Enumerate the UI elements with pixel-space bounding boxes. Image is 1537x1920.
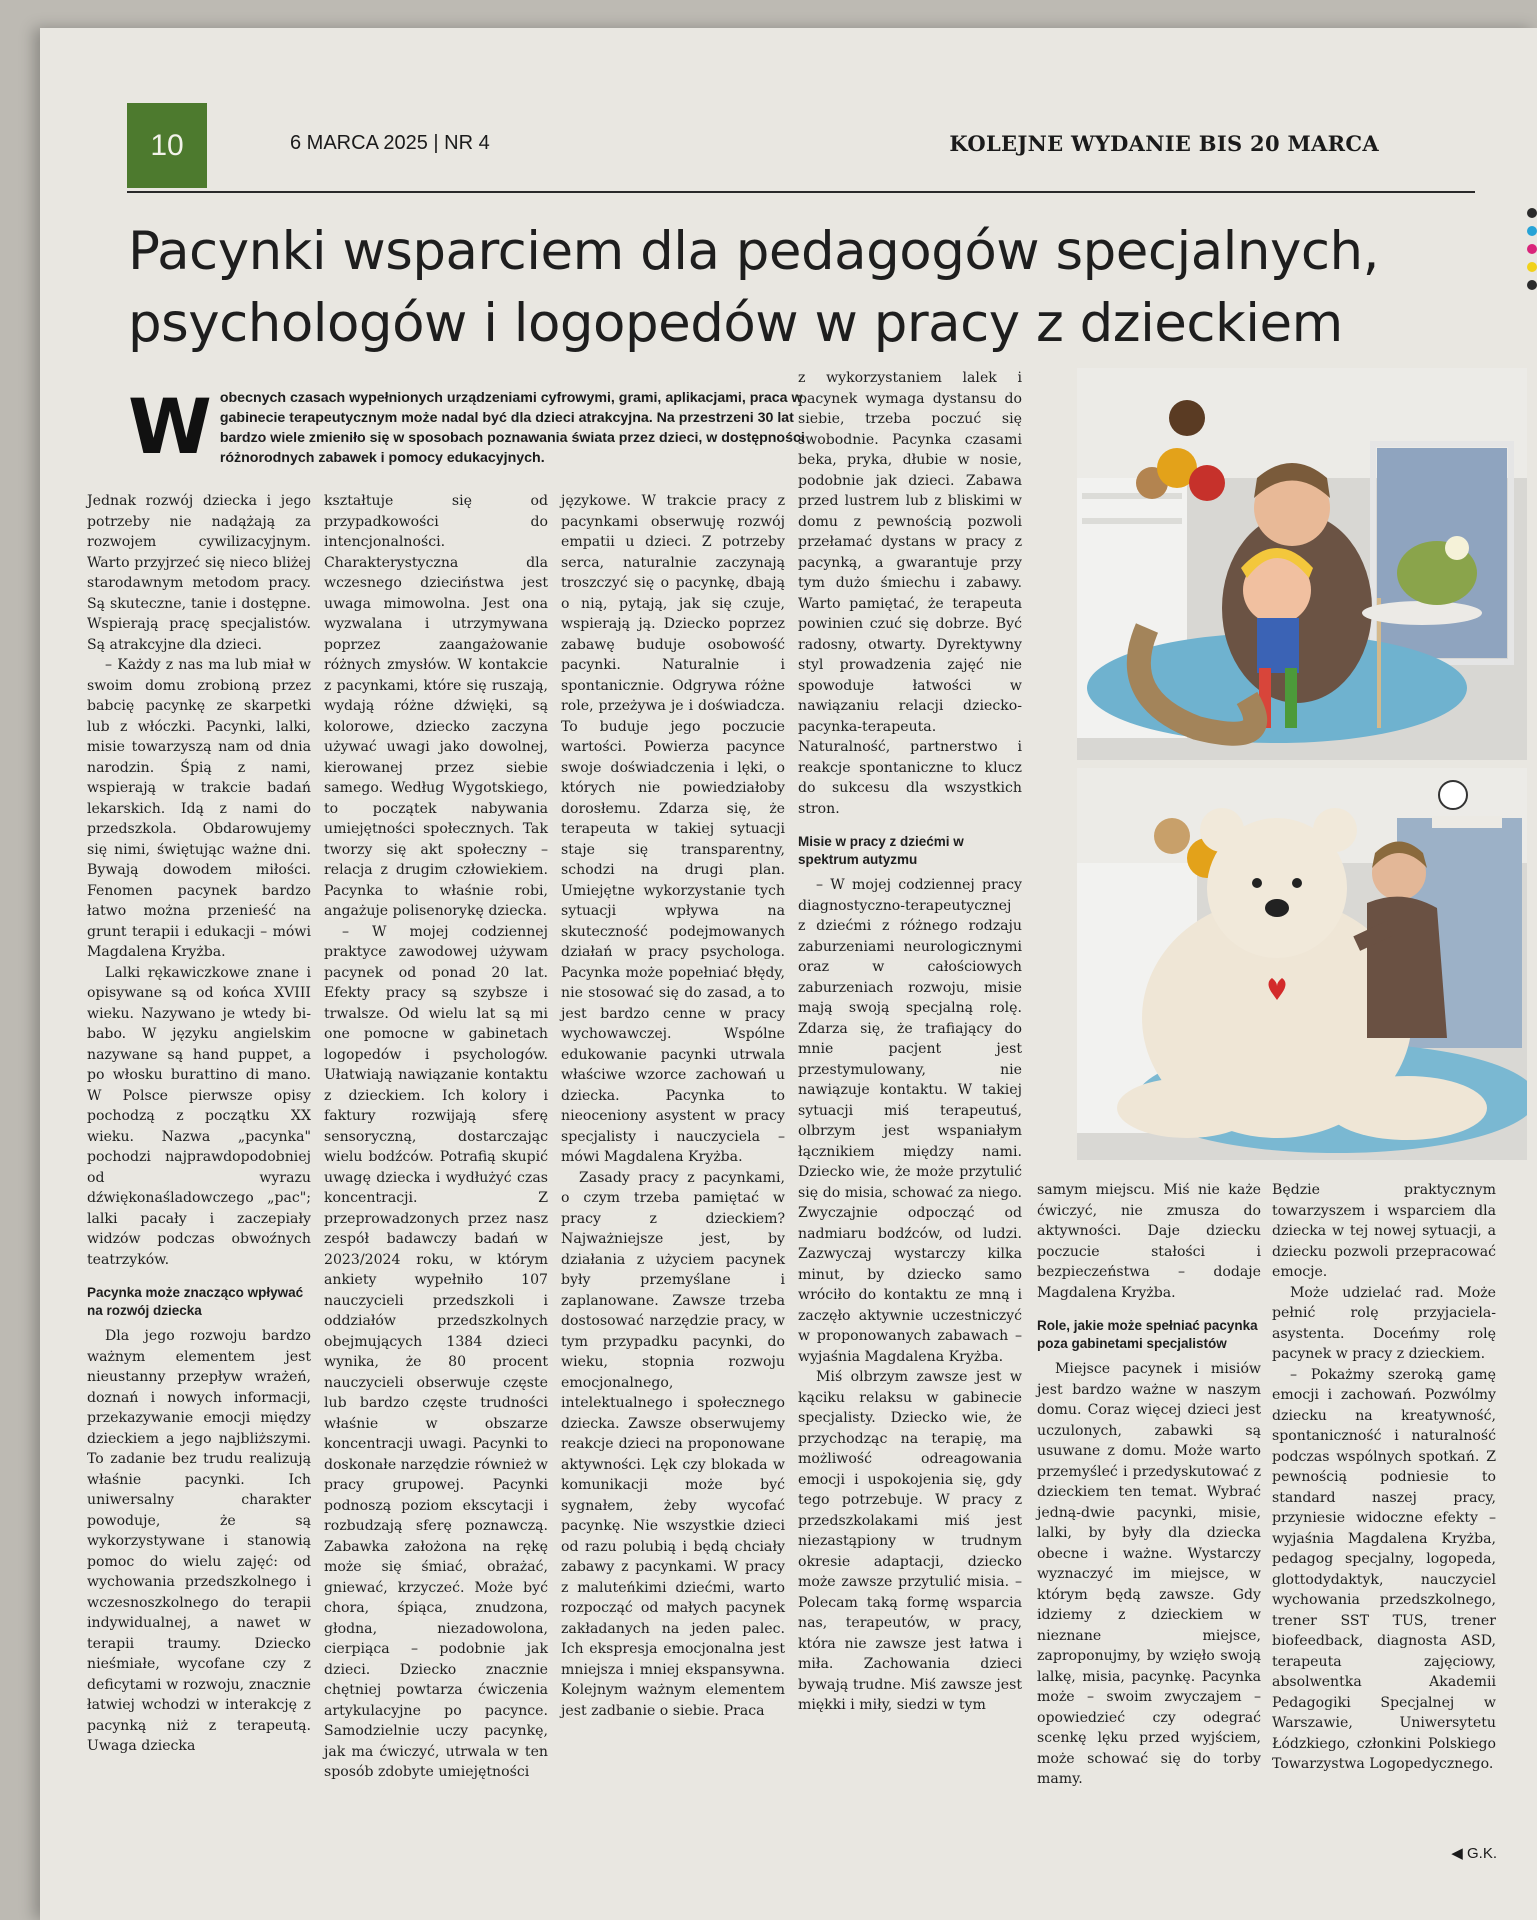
subheading: Role, jakie może spełniać pacynka poza gabinetami specjalistów bbox=[1037, 1318, 1258, 1351]
subheading: Misie w pracy z dziećmi w spektrum autyzmu bbox=[798, 834, 964, 867]
paragraph: Miejsce pacynek i misiów jest bardzo ważne w naszym domu. Coraz więcej dzieci jest uczulonych, zabawki są usuwane z domu. Może warto przemyśleć i przedyskutować z dzieckiem ten temat. Wybrać jedną-dwie pacynki, misie, lalki, by były dla dziecka obecne i ważne. Wystarczy wyznaczyć im miejsce, w którym będą zawsze. Gdy idziemy z dzieckiem w nieznane miejsce, zaproponujmy, by wzięło swoją lalkę, misia, pacynkę. Pacynka może – swoim zwyczajem – opowiedzieć czy odegrać scenkę lęku przed wyjściem, może schować się do torby mamy. bbox=[1037, 1361, 1261, 1787]
paragraph: Może udzielać rad. Może pełnić rolę przyjaciela-asystenta. Doceńmy rolę pacynek w pracy z dzieckiem. bbox=[1272, 1284, 1496, 1362]
newspaper-page bbox=[40, 28, 1537, 1920]
subheading: Pacynka może znacząco wpływać na rozwój dziecka bbox=[87, 1285, 304, 1318]
lead-text: obecnych czasach wypełnionych urządzeniami cyfrowymi, grami, aplikacjami, praca w gabinecie terapeutycznym może nadal być dla dzieci atrakcyjna. Na przestrzeni 30 lat bardzo wiele zmieniło się w sposobach poznawania świata przez dzieci, w dostępności różnorodnych zabawek i pomocy edukacyjnych. bbox=[219, 390, 805, 466]
article-column-6 bbox=[1272, 1180, 1496, 1775]
article-lead bbox=[128, 382, 828, 478]
author-signature: ◀ G.K. bbox=[1451, 1845, 1497, 1862]
paragraph: Lalki rękawiczkowe znane i opisywane są od końca XVIII wieku. Nazywano je wtedy bi-babo. W języku angielskim nazywane są hand puppet, a po włosku burattino di mano. W Polsce pierwsze opisy pochodzą z początku XX wieku. Nazwa „pacynka" pochodzi najprawdopodobniej od wyrazu dźwiękonaśladowczego „pac"; lalki pacały i zaczepiały widzów podczas obwoźnych teatrzyków. bbox=[87, 964, 311, 1268]
paragraph: – Każdy z nas ma lub miał w swoim domu zrobioną przez babcię pacynkę ze skarpetki lub z włóczki. Pacynki, lalki, misie towarzyszą nam od dnia narodzin. Śpią z nami, wspierają w trakcie badań lekarskich. Idą z nami do przedszkola. Obdarowujemy się nimi, świętując ważne dni. Bywają dowodem miłości. Fenomen pacynek bardzo łatwo można przenieść na grunt terapii i edukacji – mówi Magdalena Kryżba. bbox=[87, 657, 311, 960]
header-divider bbox=[127, 191, 1475, 193]
page-number: 10 bbox=[127, 103, 207, 188]
article-column-2 bbox=[324, 491, 548, 1783]
article-column-1 bbox=[87, 491, 311, 1757]
paragraph: kształtuje się od przypadkowości do intencjonalności. Charakterystyczna dla wczesnego dzieciństwa jest uwaga mimowolna. Jest ona wyzwalana i utrzymywana poprzez zaangażowanie różnych zmysłów. W kontakcie z pacynkami, które się ruszają, wydają różne dźwięki, są kolorowe, dziecko zaczyna używać uwagi jako dowolnej, kierowanej przez siebie samego. Według Wygotskiego, to początek nabywania umiejętności społecznych. Tak tworzy się akt społeczny – relacja z drugim człowiekiem. Pacynka to właśnie robi, angażuje polisenorykę dziecka. bbox=[324, 493, 548, 919]
paragraph: – Pokażmy szeroką gamę emocji i zachowań. Pozwólmy dziecku na kreatywność, spontaniczność i naturalność podczas wspólnych spotkań. Z pewnością podniesie to standard naszej pracy, przyniesie widoczne efekty – wyjaśnia Magdalena Kryżba, pedagog specjalny, logopeda, glottodydaktyk, nauczyciel wychowania przedszkolnego, trener SST TUS, trener biofeedback, diagnosta ASD, terapeuta zajęciowy, absolwentka Akademii Pedagogiki Specjalnej w Warszawie, Uniwersytetu Łódzkiego, członkini Polskiego Towarzystwa Logopedycznego. bbox=[1272, 1366, 1496, 1772]
photo-therapist-with-teddy-bear bbox=[1077, 768, 1527, 1160]
issue-date: 6 MARCA 2025 | NR 4 bbox=[290, 132, 490, 154]
paragraph: Dla jego rozwoju bardzo ważnym elementem jest nieustanny przepływ wrażeń, doznań i nowych informacji, przekazywanie emocji między dzieckiem a jego najbliższymi. To zadanie bez trudu realizują właśnie pacynki. Ich uniwersalny charakter powoduje, że są wykorzystywane i stanowią pomoc do wielu zajęć: od wychowania przedszkolnego i wczesnoszkolnego do terapii indywidualnej, a nawet w terapii traumy. Dziecko nieśmiałe, wycofane czy z deficytami w rozwoju, znacznie łatwiej wchodzi w interakcję z pacynką niż z terapeutą. Uwaga dziecka bbox=[87, 1328, 311, 1754]
paragraph: Zasady pracy z pacynkami, o czym trzeba pamiętać w pracy z dzieckiem? Najważniejsze jest, by działania z użyciem pacynek były przemyślane i zaplanowane. Zawsze trzeba dostosować narzędzie pracy, w tym przypadku pacynki, do wieku, stopnia rozwoju emocjonalnego, intelektualnego i społecznego dziecka. Zawsze obserwujemy reakcje dzieci na proponowane aktywności. Lęk czy blokada w komunikacji może być sygnałem, żeby wycofać pacynkę. Nie wszystkie dzieci od razu polubią i będą chciały zabawy z pacynkami. W pracy z maluteńkimi dziećmi, warto rozpocząć od małych pacynek zakładanych na jeden palec. Ich ekspresja emocjonalna jest mniejsza i mniej ekspansywna. Kolejnym ważnym elementem jest zadbanie o siebie. Praca bbox=[561, 1169, 785, 1719]
paragraph: z wykorzystaniem lalek i pacynek wymaga dystansu do siebie, trzeba poczuć się swobodnie. Pacynka czasami beka, pryka, dłubie w nosie, podobnie jak dzieci. Zabawa przed lustrem lub z bliskimi w domu z pewnością pozwoli przełamać dystans w pracy z pacynką, a gwarantuje przy tym dużo śmiechu i zabawy. Warto pamiętać, że terapeuta powinien czuć się dobrze. Być radosny, otwarty. Dyrektywny styl prowadzenia zajęć nie spowoduje łatwości w nawiązaniu relacji dziecko-pacynka-terapeuta. Naturalność, partnerstwo i reakcje spontaniczne to klucz do sukcesu dla wszystkich stron. bbox=[798, 370, 1022, 817]
paragraph: Miś olbrzym zawsze jest w kąciku relaksu w gabinecie specjalisty. Dziecko wie, że przychodząc na terapię, ma możliwość odreagowania emocji i uspokojenia się, gdy tego potrzebuje. W pracy z przedszkolakami miś jest niezastąpiony w trudnym okresie adaptacji, dziecko może zawsze przytulić misia. – Polecam taką formę wsparcia nas, terapeutów, w pracy, która nie zawsze jest łatwa i miła. Zachowania dzieci bywają trudne. Miś zawsze jest miękki i miły, siedzi w tym bbox=[798, 1369, 1022, 1713]
article-column-5 bbox=[1037, 1180, 1261, 1790]
paragraph: – W mojej codziennej praktyce zawodowej używam pacynek od ponad 20 lat. Efekty pracy są szybsze i trwalsze. Od wielu lat są mi one pomocne w gabinetach logopedów i psychologów. Ułatwiają nawiązanie kontaktu z dzieckiem. Ich kolory i faktury rozwijają sferę sensoryczną, dostarczając wielu bodźców. Potrafią skupić uwagę dziecka i wydłużyć czas koncentracji. Z przeprowadzonych przez nasz zespół badawczy badań w 2023/2024 roku, w którym ankiety wypełniło 107 nauczycieli przedszkoli i oddziałów przedszkolnych obejmujących 1384 dzieci wynika, że 80 procent nauczycieli obserwuje częste lub bardzo częste trudności właśnie w obszarze koncentracji uwagi. Pacynki to doskonałe narzędzie również w pracy grupowej. Pacynki podnoszą poziom ekscytacji i rozbudzają sferę poznawczą. Zabawka założona na rękę może się śmiać, obrażać, gniewać, krzyczeć. Może być chora, śpiąca, znudzona, głodna, niezadowolona, cierpiąca – podobnie jak dzieci. Dziecko znacznie chętniej powtarza ćwiczenia artykulacyjne po pacynce. Samodzielnie uczy pacynkę, jak ma ćwiczyć, utrwala w ten sposób zdobyte umiejętności bbox=[324, 923, 548, 1780]
print-registration-marks bbox=[1527, 208, 1537, 298]
article-column-3 bbox=[561, 491, 785, 1721]
author-initials: G.K. bbox=[1466, 1845, 1497, 1862]
next-issue-notice: KOLEJNE WYDANIE BIS 20 MARCA bbox=[949, 131, 1379, 156]
paragraph: samym miejscu. Miś nie każe ćwiczyć, nie zmusza do aktywności. Daje dziecku poczucie stałości i bezpieczeństwa – dodaje Magdalena Kryżba. bbox=[1037, 1182, 1261, 1301]
article-headline: Pacynki wsparciem dla pedagogów specjalnych, psychologów i logopedów w pracy z dzieckiem bbox=[128, 221, 1379, 354]
paragraph: Jednak rozwój dziecka i jego potrzeby nie nadążają za rozwojem cywilizacyjnym. Warto przyjrzeć się nieco bliżej starodawnym metodom pracy. Są skuteczne, tanie i dostępne. Wspierają pracę specjalistów. Są atrakcyjne dla dzieci. bbox=[87, 493, 311, 653]
paragraph: Będzie praktycznym towarzyszem i wsparciem dla dziecka w tej nowej sytuacji, a dziecku pozwoli przepracować emocje. bbox=[1272, 1182, 1496, 1280]
lead-dropcap: W bbox=[128, 382, 212, 471]
paragraph: językowe. W trakcie pracy z pacynkami obserwuję rozwój empatii u dzieci. Z potrzeby serca, naturalnie zaczynają troszczyć się o pacynkę, dbają o nią, pytają, jak się czuje, wspierają ją. Dziecko poprzez zabawę buduje osobowość pacynki. Naturalnie i spontanicznie. Odgrywa różne role, przeżywa je i doświadcza. To buduje jego poczucie wartości. Powierza pacynce swoje doświadczenia i lęki, o których nie powiedziałoby dorosłemu. Zdarza się, że terapeuta w takiej sytuacji staje się transparentny, schodzi na drugi plan. Umiejętne wykorzystanie tych sytuacji wpływa na skuteczność podejmowanych działań w pracy psychologa. Pacynka może popełniać błędy, nie stosować się do zasad, a to jest bardzo cenne w pracy wychowawczej. Wspólne edukowanie pacynki utrwala właściwe wzorce zachowań u dziecka. Pacynka to nieoceniony asystent w pracy specjalisty i nauczyciela – mówi Magdalena Kryżba. bbox=[561, 493, 785, 1165]
paragraph: – W mojej codziennej pracy diagnostyczno-terapeutycznej z dziećmi z różnego rodzaju zaburzeniami neurologicznymi oraz w całościowych zaburzeniach rozwoju, misie mają swoją specjalną rolę. Zdarza się, że trafiający do mnie pacjent jest przestymulowany, nie nawiązuje kontaktu. W takiej sytuacji miś terapeutuś, olbrzym jest wspaniałym łącznikiem między nami. Dziecko wie, że może przytulić się do misia, schować za niego. Zwyczajnie odpocząć od nadmiaru bodźców, od ludzi. Zazwyczaj wystarczy kilka minut, by dziecko samo wróciło do kontaktu ze mną i zaczęło aktywnie uczestniczyć w proponowanych zabawach – wyjaśnia Magdalena Kryżba. bbox=[798, 877, 1022, 1365]
article-column-4 bbox=[798, 368, 1022, 1716]
photo-therapist-with-puppet bbox=[1077, 368, 1527, 760]
